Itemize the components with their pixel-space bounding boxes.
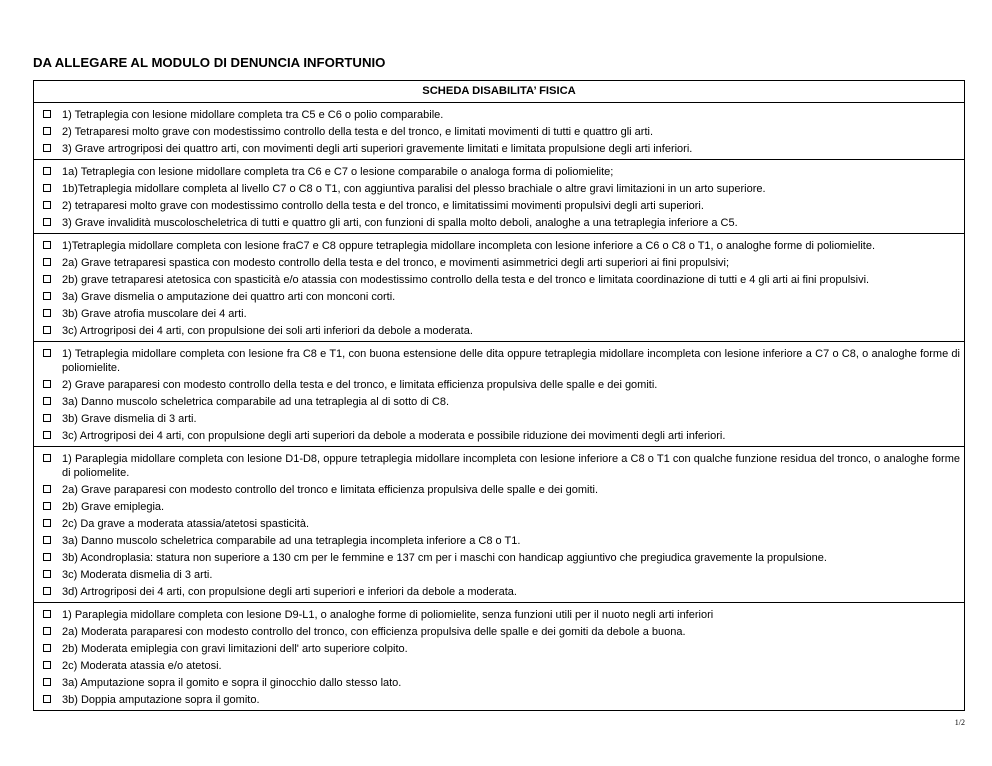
item-text: 3) Grave artrogriposi dei quattro arti, con movimenti degli arti superiori gravemente limitati e limitata propulsione degli arti inferiori.	[62, 143, 693, 155]
checklist-item	[34, 659, 964, 673]
item-text: 3) Grave invalidità muscoloscheletrica di tutti e quattro gli arti, con funzioni di spalla molto deboli, analoghe a una tetraplegia inferiore a C5.	[62, 217, 738, 229]
item-text: 2b) grave tetraparesi atetosica con spasticità e/o atassia con modestissimo controllo della testa e del tronco e limitata coordinazione di tutti e 4 gli arti ai fini propulsivi.	[62, 274, 870, 286]
item-text: 3b) Acondroplasia: statura non superiore a 130 cm per le femmine e 137 cm per i maschi con handicap aggiuntivo che pregiudica gravemente la propulsione.	[62, 552, 827, 564]
checkbox[interactable]	[43, 610, 51, 618]
item-text: 3a) Amputazione sopra il gomito e sopra il ginocchio dallo stesso lato.	[62, 677, 402, 689]
checklist-item	[34, 500, 964, 514]
checkbox[interactable]	[43, 110, 51, 118]
checkbox[interactable]	[43, 431, 51, 439]
checklist-item	[34, 534, 964, 548]
classification-groups	[34, 103, 964, 710]
checkbox[interactable]	[43, 292, 51, 300]
checkbox[interactable]	[43, 380, 51, 388]
item-text: 1) Tetraplegia con lesione midollare completa tra C5 e C6 o polio comparabile.	[62, 109, 444, 121]
checklist-item	[34, 693, 964, 707]
checkbox[interactable]	[43, 258, 51, 266]
checkbox[interactable]	[43, 587, 51, 595]
checklist-item	[34, 412, 964, 426]
disability-table	[33, 80, 965, 711]
checkbox[interactable]	[43, 326, 51, 334]
item-text: 3c) Artrogriposi dei 4 arti, con propulsione dei soli arti inferiori da debole a moderata.	[62, 325, 473, 337]
checklist-item	[34, 290, 964, 304]
checkbox[interactable]	[43, 695, 51, 703]
checkbox[interactable]	[43, 661, 51, 669]
item-text: 2c) Da grave a moderata atassia/atetosi spasticità.	[62, 518, 310, 530]
checkbox[interactable]	[43, 627, 51, 635]
checklist-item	[34, 452, 964, 480]
checkbox[interactable]	[43, 519, 51, 527]
checklist-item	[34, 239, 964, 253]
item-text: 1) Paraplegia midollare completa con lesione D9-L1, o analoghe forme di poliomielite, senza funzioni utili per il nuoto negli arti inferiori	[62, 609, 714, 621]
checkbox[interactable]	[43, 502, 51, 510]
checklist-item	[34, 108, 964, 122]
item-text: 3a) Danno muscolo scheletrica comparabile ad una tetraplegia incompleta inferiore a C8 o T1.	[62, 535, 521, 547]
item-text: 1a) Tetraplegia con lesione midollare completa tra C6 e C7 o lesione comparabile o analoga forma di poliomielite;	[62, 166, 614, 178]
checklist-item	[34, 517, 964, 531]
classification-group	[34, 234, 964, 342]
item-text: 1) Tetraplegia midollare completa con lesione fra C8 e T1, con buona estensione delle dita oppure tetraplegia midollare incompleta con lesione inferiore a C7 o C8, o analoghe forme di poliomielite.	[62, 348, 960, 374]
checkbox[interactable]	[43, 485, 51, 493]
checkbox[interactable]	[43, 275, 51, 283]
checkbox[interactable]	[43, 349, 51, 357]
item-text: 1) Paraplegia midollare completa con lesione D1-D8, oppure tetraplegia midollare incompleta con lesione inferiore a C8 o T1 con qualche funzione residua del tronco, o analoghe forme di poliomelite.	[62, 453, 960, 479]
checklist-item	[34, 256, 964, 270]
checklist-item	[34, 347, 964, 375]
item-text: 2a) Moderata paraparesi con modesto controllo del tronco, con efficienza propulsiva delle spalle e dei gomiti da debole a buona.	[62, 626, 686, 638]
item-text: 1b)Tetraplegia midollare completa al livello C7 o C8 o T1, con aggiuntiva paralisi del plesso brachiale o altre gravi limitazioni in un arto superiore.	[62, 183, 766, 195]
checklist-item	[34, 199, 964, 213]
item-text: 2a) Grave paraparesi con modesto controllo del tronco e limitata efficienza propulsiva delle spalle e dei gomiti.	[62, 484, 599, 496]
checkbox[interactable]	[43, 678, 51, 686]
checklist-item	[34, 551, 964, 565]
classification-group	[34, 103, 964, 160]
checklist-item	[34, 142, 964, 156]
checklist-item	[34, 625, 964, 639]
checklist-item	[34, 378, 964, 392]
classification-group	[34, 603, 964, 710]
checklist-item	[34, 568, 964, 582]
item-text: 2) Grave paraparesi con modesto controllo della testa e del tronco, e limitata efficienza propulsiva delle spalle e dei gomiti.	[62, 379, 658, 391]
checkbox[interactable]	[43, 241, 51, 249]
checkbox[interactable]	[43, 184, 51, 192]
checkbox[interactable]	[43, 167, 51, 175]
checklist-item	[34, 125, 964, 139]
checkbox[interactable]	[43, 570, 51, 578]
item-text: 3b) Grave dismelia di 3 arti.	[62, 413, 197, 425]
checkbox[interactable]	[43, 397, 51, 405]
checkbox[interactable]	[43, 644, 51, 652]
item-text: 3a) Danno muscolo scheletrica comparabile ad una tetraplegia al di sotto di C8.	[62, 396, 450, 408]
item-text: 2) Tetraparesi molto grave con modestissimo controllo della testa e del tronco, e limitati movimenti di tutti e quattro gli arti.	[62, 126, 654, 138]
checkbox[interactable]	[43, 144, 51, 152]
item-text: 2b) Grave emiplegia.	[62, 501, 165, 513]
checklist-item	[34, 165, 964, 179]
checklist-item	[34, 273, 964, 287]
item-text: 3c) Moderata dismelia di 3 arti.	[62, 569, 213, 581]
item-text: 2c) Moderata atassia e/o atetosi.	[62, 660, 222, 672]
classification-group	[34, 342, 964, 447]
checklist-item	[34, 216, 964, 230]
checkbox[interactable]	[43, 454, 51, 462]
checklist-item	[34, 483, 964, 497]
checkbox[interactable]	[43, 309, 51, 317]
checklist-item	[34, 182, 964, 196]
item-text: 3b) Grave atrofia muscolare dei 4 arti.	[62, 308, 247, 320]
item-text: 3c) Artrogriposi dei 4 arti, con propulsione degli arti superiori da debole a moderata e possibile riduzione dei movimenti degli arti inferiori.	[62, 430, 726, 442]
checkbox[interactable]	[43, 553, 51, 561]
checklist-item	[34, 324, 964, 338]
checklist-item	[34, 642, 964, 656]
item-text: 3d) Artrogriposi dei 4 arti, con propulsione degli arti superiori e inferiori da debole a moderata.	[62, 586, 517, 598]
checkbox[interactable]	[43, 218, 51, 226]
item-text: 2a) Grave tetraparesi spastica con modesto controllo della testa e del tronco, e movimenti asimmetrici degli arti superiori ai fini propulsivi;	[62, 257, 730, 269]
item-text: 1)Tetraplegia midollare completa con lesione fraC7 e C8 oppure tetraplegia midollare incompleta con lesione inferiore a C6 o C8 o T1, o analoghe forme di poliomielite.	[62, 240, 876, 252]
page-number: 1/2	[954, 718, 965, 727]
checkbox[interactable]	[43, 201, 51, 209]
classification-group	[34, 447, 964, 603]
checklist-item	[34, 608, 964, 622]
checklist-item	[34, 429, 964, 443]
page-title: DA ALLEGARE AL MODULO DI DENUNCIA INFORTUNIO	[33, 55, 386, 70]
checkbox[interactable]	[43, 414, 51, 422]
checkbox[interactable]	[43, 127, 51, 135]
item-text: 3b) Doppia amputazione sopra il gomito.	[62, 694, 260, 706]
checklist-item	[34, 676, 964, 690]
item-text: 2) tetraparesi molto grave con modestissimo controllo della testa e del tronco, e limitatissimi movimenti propulsivi degli arti superiori.	[62, 200, 704, 212]
item-text: 2b) Moderata emiplegia con gravi limitazioni dell' arto superiore colpito.	[62, 643, 408, 655]
checklist-item	[34, 395, 964, 409]
table-header: SCHEDA DISABILITA’ FISICA	[34, 81, 964, 103]
checklist-item	[34, 307, 964, 321]
classification-group	[34, 160, 964, 234]
item-text: 3a) Grave dismelia o amputazione dei quattro arti con monconi corti.	[62, 291, 396, 303]
checklist-item	[34, 585, 964, 599]
checkbox[interactable]	[43, 536, 51, 544]
